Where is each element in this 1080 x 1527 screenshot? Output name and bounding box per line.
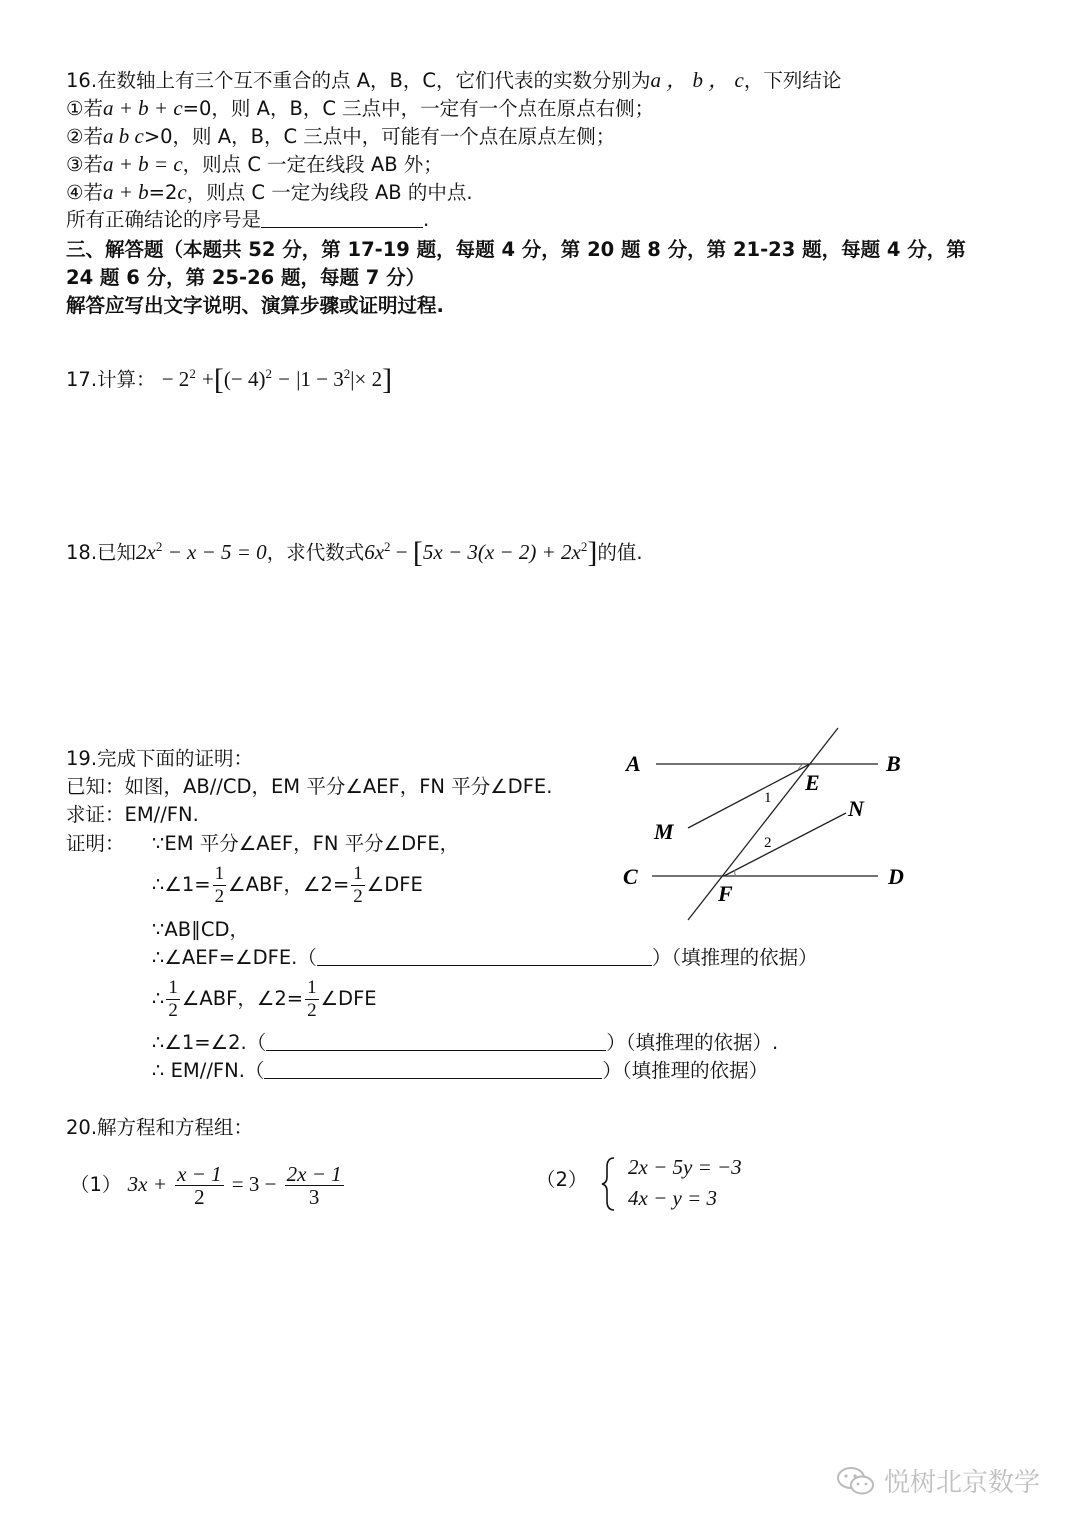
q19-step7: ∴ EM//FN.（ ）（填推理的依据） bbox=[152, 1059, 769, 1082]
half-fraction: $\frac{1}{2}$ bbox=[168, 977, 178, 1021]
half-fraction: $\frac{1}{2}$ bbox=[214, 863, 225, 907]
q19-title: 19.完成下面的证明： bbox=[66, 747, 254, 770]
label-e: E bbox=[805, 770, 820, 795]
watermark bbox=[836, 1462, 1040, 1499]
q16-stem: 16.在数轴上有三个互不重合的点 A，B，C，它们代表的实数分别为a ， b ， c，下列结论 bbox=[66, 68, 842, 92]
q17: 17.计算： − $2^2$ +[(− $4)^2 - |1 - 3^2|\times 2$] bbox=[66, 363, 393, 396]
q19-figure bbox=[610, 720, 920, 925]
q19-step4: ∴∠AEF=∠DFE.（ ）（填推理的依据） bbox=[152, 946, 818, 969]
system-brace bbox=[598, 1155, 618, 1213]
q20-title: 20.解方程和方程组： bbox=[66, 1116, 254, 1139]
q19-reason-blank-1[interactable] bbox=[317, 945, 652, 966]
label-c: C bbox=[623, 864, 638, 889]
label-f: F bbox=[718, 881, 733, 906]
section3-heading-line1: 三、解答题（本题共 52 分，第 17-19 题，每题 4 分，第 20 题 8 分，第 21-23 题，每题 4 分，第 bbox=[66, 238, 966, 261]
q16-choice-3: ③若a + b = c，则点 C 一定在线段 AB 外； bbox=[66, 152, 443, 176]
section3-instruction: 解答应写出文字说明、演算步骤或证明过程. bbox=[66, 294, 444, 317]
q19-reason-blank-2[interactable] bbox=[266, 1030, 606, 1051]
q20-part2-label: （2） bbox=[536, 1168, 588, 1191]
half-fraction: $\frac{1}{2}$ bbox=[307, 977, 317, 1021]
q18: 18.已知$2x^2 - x - 5 = 0$，求代数式$6x^2 - [5x - 3(x - 2) + 2x^2]$的值. bbox=[66, 536, 643, 569]
label-b: B bbox=[886, 751, 901, 776]
q20-part2-eq1: 2x − 5y = −3 bbox=[628, 1155, 742, 1179]
label-angle-1: 1 bbox=[764, 790, 772, 806]
q16-choice-2: ②若a b c>0，则 A，B，C 三点中，可能有一个点在原点左侧； bbox=[66, 124, 616, 148]
q19-proof-label: 证明： bbox=[66, 832, 125, 855]
label-angle-2: 2 bbox=[764, 835, 772, 851]
q19-reason-blank-3[interactable] bbox=[264, 1058, 602, 1079]
angle-arc-f bbox=[735, 870, 736, 876]
watermark-text: 悦树北京数学 bbox=[884, 1468, 1041, 1498]
label-n: N bbox=[848, 796, 864, 821]
q16-answer-line: 所有正确结论的序号是 . bbox=[66, 208, 430, 231]
q19-step5: ∴ $\frac{1}{2}$ ∠ABF，∠2= $\frac{1}{2}$ ∠DFE bbox=[152, 977, 377, 1021]
q20-part1: （1） 3x + $\frac{x - 1}{2}$ = 3 − $\frac{2x - 1}{3}$ bbox=[70, 1162, 342, 1209]
q16-choice-1: ①若a + b + c=0，则 A，B，C 三点中，一定有一个点在原点右侧； bbox=[66, 96, 655, 120]
half-fraction: $\frac{1}{2}$ bbox=[353, 863, 363, 907]
q16-choice-4: ④若a + b=2c，则点 C 一定为线段 AB 的中点. bbox=[66, 180, 473, 204]
ray-fn bbox=[724, 813, 846, 876]
ray-em bbox=[688, 764, 810, 828]
label-a: A bbox=[626, 751, 641, 776]
q19-step3: ∵AB∥CD， bbox=[152, 918, 250, 941]
transversal-ef bbox=[688, 728, 838, 920]
q19-given: 已知：如图，AB//CD，EM 平分∠AEF，FN 平分∠DFE. bbox=[66, 775, 553, 798]
q19-step6: ∴∠1=∠2.（ ）（填推理的依据）. bbox=[152, 1031, 779, 1054]
q19-prove: 求证：EM//FN. bbox=[66, 803, 199, 826]
q19-step2: ∴∠1= $\frac{1}{2}$ ∠ABF，∠2= $\frac{1}{2}$ ∠DFE bbox=[152, 863, 423, 907]
q16-answer-blank[interactable] bbox=[261, 207, 423, 228]
section3-heading-line2: 24 题 6 分，第 25-26 题，每题 7 分） bbox=[66, 266, 426, 289]
q19-step1: ∵EM 平分∠AEF，FN 平分∠DFE， bbox=[152, 832, 460, 855]
q20-part2-eq2: 4x − y = 3 bbox=[628, 1186, 717, 1210]
label-d: D bbox=[888, 864, 904, 889]
label-m: M bbox=[654, 819, 674, 844]
wechat-icon bbox=[836, 1465, 876, 1497]
